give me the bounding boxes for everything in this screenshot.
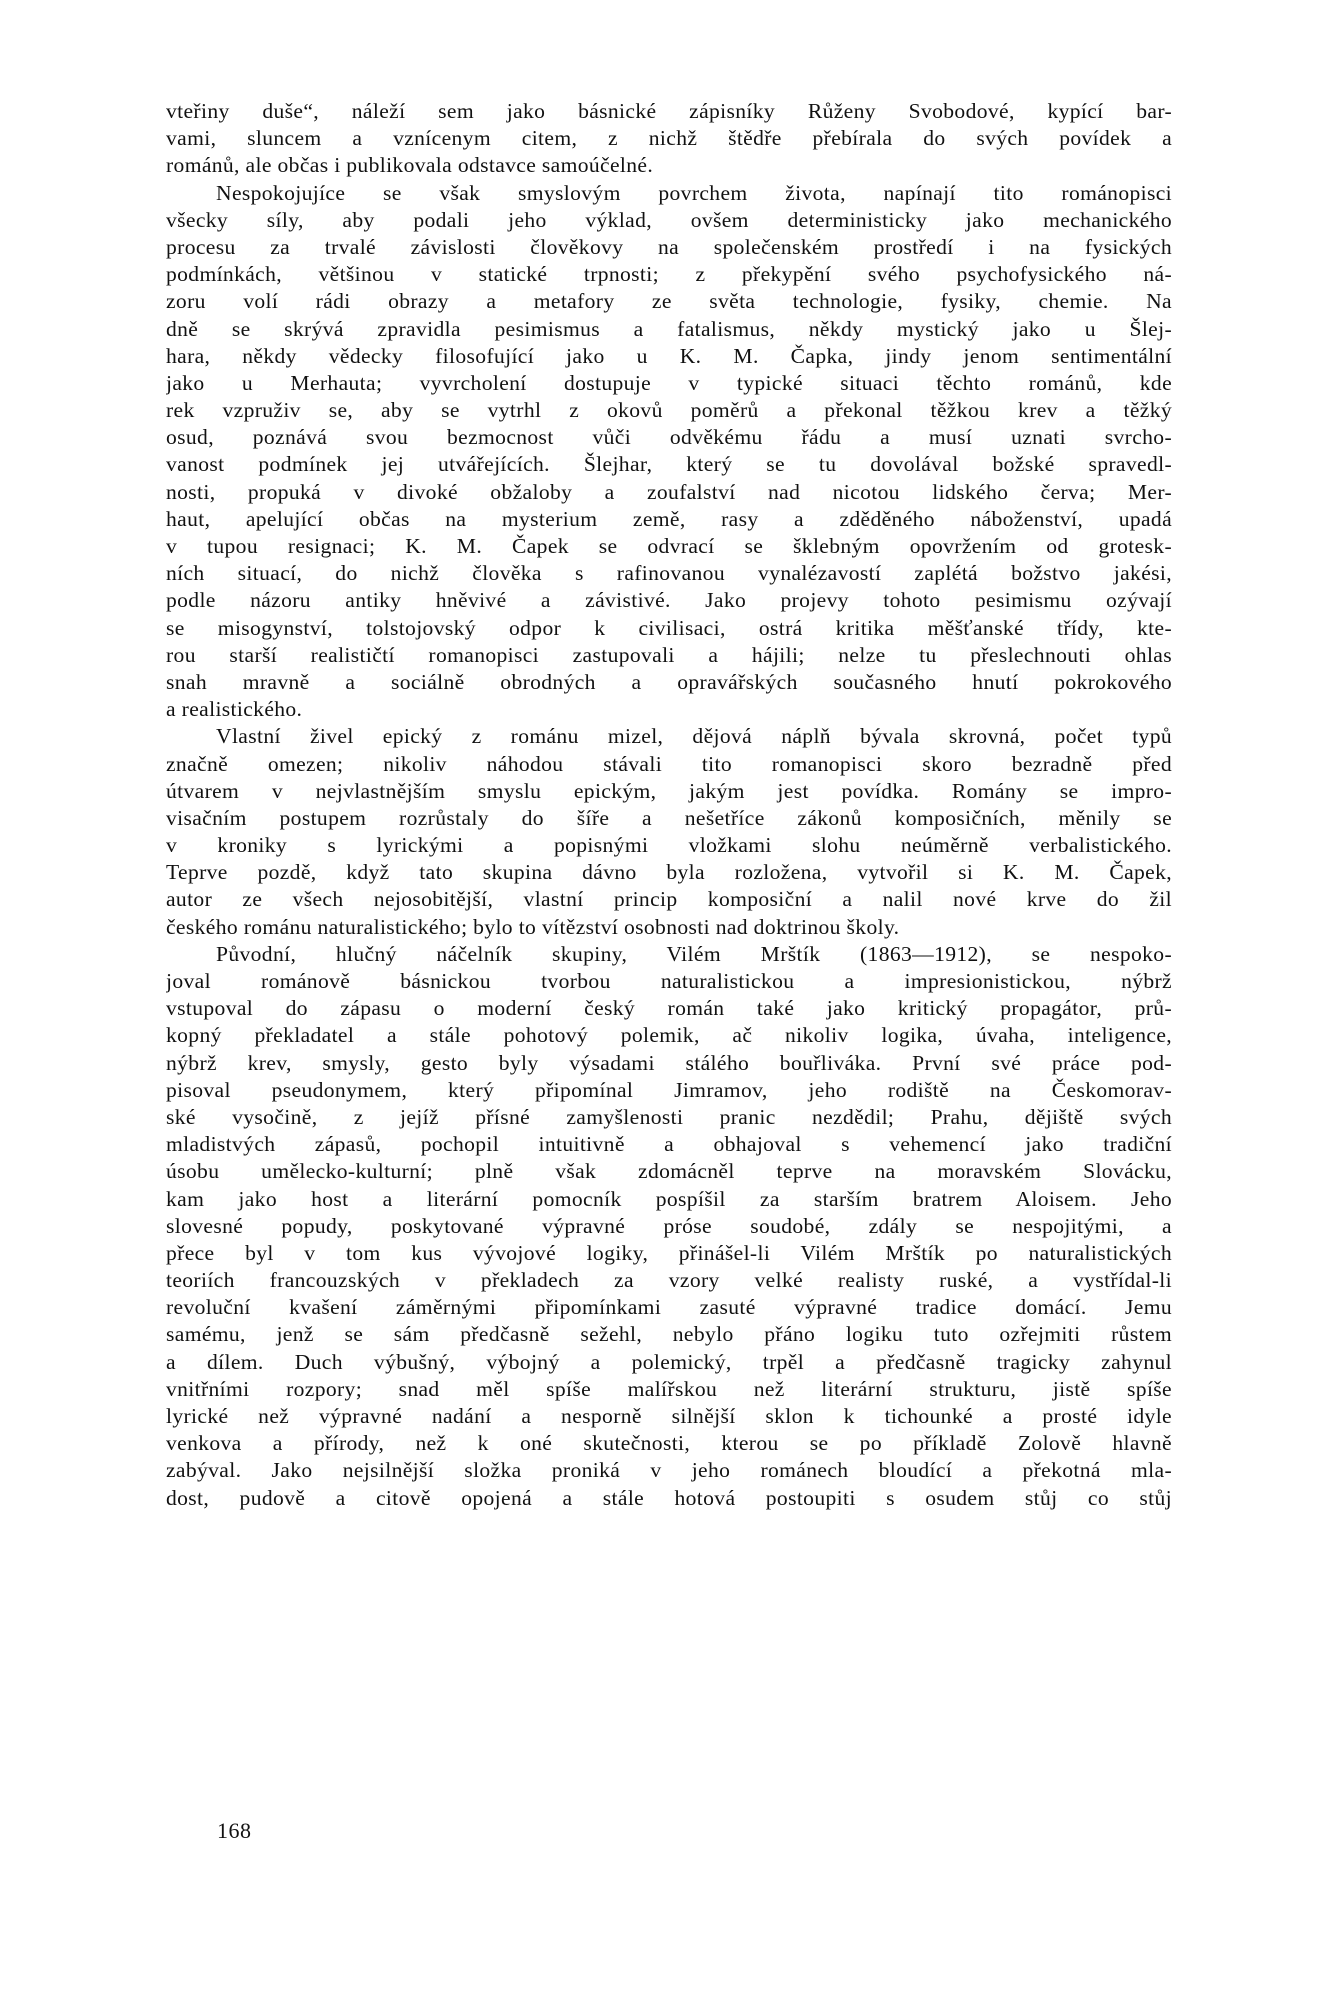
page-number: 168 (217, 1818, 252, 1843)
text-line: a dílem. Duch výbušný, výbojný a polemický, trpěl a předčasně tragicky zahynul (166, 1349, 1172, 1374)
paragraph (166, 180, 1172, 724)
text-line: rou starší realističtí romanopisci zastupovali a hájili; nelze tu přeslechnouti ohlas (166, 642, 1172, 667)
paragraph (166, 723, 1172, 941)
text-line: všecky síly, aby podali jeho výklad, ovšem deterministicky jako mechanického (166, 207, 1172, 232)
text-line: podle názoru antiky hněvivé a závistivé. Jako projevy tohoto pesimismu ozývají (166, 588, 1172, 613)
text-line: zoru volí rádi obrazy a metafory ze světa technologie, fysiky, chemie. Na (166, 289, 1172, 314)
text-line: útvarem v nejvlastnějším smyslu epickým, jakým jest povídka. Romány se impro- (166, 778, 1172, 803)
text-line: úsobu umělecko-kulturní; plně však zdomácněl teprve na moravském Slovácku, (166, 1159, 1172, 1184)
text-line: českého románu naturalistického; bylo to vítězství osobnosti nad doktrinou školy. (166, 914, 900, 939)
text-line: nýbrž krev, smysly, gesto byly výsadami stálého bouřliváka. První své práce pod- (166, 1050, 1172, 1075)
text-line: rek vzpruživ se, aby se vytrhl z okovů poměrů a překonal těžkou krev a těžký (166, 398, 1172, 423)
text-line: vnitřními rozpory; snad měl spíše malířskou než literární strukturu, jistě spíše (166, 1376, 1172, 1401)
text-line: vami, sluncem a vznícenym citem, z nichž štědře přebírala do svých povídek a (166, 126, 1172, 151)
text-line: ních situací, do nichž člověka s rafinovanou vynalézavostí zaplétá božstvo jakési, (166, 561, 1172, 586)
text-line: Nespokojujíce se však smyslovým povrchem života, napínají tito románopisci (216, 180, 1172, 205)
text-line: románů, ale občas i publikovala odstavce samoúčelné. (166, 153, 654, 178)
text-line: kam jako host a literární pomocník pospíšil za starším bratrem Aloisem. Jeho (166, 1186, 1172, 1211)
text-line: samému, jenž se sám předčasně sežehl, nebylo přáno logiku tuto ozřejmiti růstem (166, 1322, 1172, 1347)
text-line: Vlastní živel epický z románu mizel, dějová náplň bývala skrovná, počet typů (216, 724, 1172, 749)
text-line: Původní, hlučný náčelník skupiny, Vilém Mrštík (1863—1912), se nespoko- (216, 941, 1172, 966)
text-line: zabýval. Jako nejsilnější složka proniká v jeho románech bloudící a překotná mla- (166, 1458, 1172, 1483)
text-line: slovesné popudy, poskytované výpravné próse soudobé, zdály se nespojitými, a (166, 1213, 1172, 1238)
text-line: vteřiny duše“, náleží sem jako básnické zápisníky Růženy Svobodové, kypící bar- (166, 99, 1172, 123)
text-line: procesu za trvalé závislosti člověkovy na společenském prostředí i na fysických (166, 234, 1172, 259)
text-line: osud, poznává svou bezmocnost vůči odvěkému řádu a musí uznati svrcho- (166, 425, 1172, 450)
text-line: autor ze všech nejosobitější, vlastní princip komposiční a nalil nové krve do žil (166, 887, 1172, 912)
text-line: podmínkách, většinou v statické trpnosti; z překypění svého psychofysického ná- (166, 262, 1172, 287)
text-line: ské vysočině, z jejíž přísné zamyšlenosti pranic nezdědil; Prahu, dějiště svých (166, 1104, 1172, 1129)
text-line: v kroniky s lyrickými a popisnými vložkami slohu neúměrně verbalistického. (166, 833, 1172, 858)
text-line: Teprve pozdě, když tato skupina dávno byla rozložena, vytvořil si K. M. Čapek, (166, 860, 1172, 885)
body-text (166, 98, 1172, 1512)
text-line: jako u Merhauta; vyvrcholení dostupuje v typické situaci těchto románů, kde (166, 370, 1172, 395)
text-line: visačním postupem rozrůstaly do šíře a nešetříce zákonů komposičních, měnily se (166, 805, 1172, 830)
text-line: se misogynství, tolstojovský odpor k civilisaci, ostrá kritika měšťanské třídy, kte- (166, 615, 1172, 640)
text-line: haut, apelující občas na mysterium země, rasy a zděděného náboženství, upadá (166, 506, 1172, 531)
text-line: dně se skrývá zpravidla pesimismus a fatalismus, někdy mystický jako u Šlej- (166, 316, 1172, 341)
text-line: pisoval pseudonymem, který připomínal Jimramov, jeho rodiště na Českomorav- (166, 1077, 1172, 1102)
text-line: značně omezen; nikoliv náhodou stávali tito romanopisci skoro bezradně před (166, 751, 1172, 776)
text-line: nosti, propuká v divoké obžaloby a zoufalství nad nicotou lidského červa; Mer- (166, 479, 1172, 504)
text-line: joval románově básnickou tvorbou naturalistickou a impresionistickou, nýbrž (166, 969, 1172, 993)
text-line: venkova a přírody, než k oné skutečnosti, kterou se po příkladě Zolově hlavně (166, 1431, 1172, 1456)
text-line: vstupoval do zápasu o moderní český román také jako kritický propagátor, prů- (166, 996, 1172, 1021)
text-line: a realistického. (166, 697, 303, 722)
text-line: teoriích francouzských v překladech za vzory velké realisty ruské, a vystřídal-li (166, 1268, 1172, 1293)
text-line: přece byl v tom kus vývojové logiky, přinášel-li Vilém Mrštík po naturalistických (166, 1240, 1172, 1265)
text-line: hara, někdy vědecky filosofující jako u K. M. Čapka, jindy jenom sentimentální (166, 343, 1172, 368)
text-line: mladistvých zápasů, pochopil intuitivně a obhajoval s vehemencí jako tradiční (166, 1132, 1172, 1157)
text-line: kopný překladatel a stále pohotový polemik, ač nikoliv logika, úvaha, inteligence, (166, 1023, 1172, 1048)
text-line: lyrické než výpravné nadání a nesporně silnější sklon k tichounké a prosté idyle (166, 1404, 1172, 1428)
text-line: vanost podmínek jej utvářejících. Šlejhar, který se tu dovolával božské spravedl- (166, 452, 1172, 477)
text-line: v tupou resignaci; K. M. Čapek se odvrací se šklebným opovržením od grotesk- (166, 534, 1172, 558)
text-line: snah mravně a sociálně obrodných a opravářských současného hnutí pokrokového (166, 669, 1172, 694)
text-line: dost, pudově a citově opojená a stále hotová postoupiti s osudem stůj co stůj (166, 1485, 1172, 1510)
paragraph (166, 98, 1172, 180)
text-line: revoluční kvašení záměrnými připomínkami zasuté výpravné tradice domácí. Jemu (166, 1295, 1172, 1320)
paragraph (166, 941, 1172, 1512)
